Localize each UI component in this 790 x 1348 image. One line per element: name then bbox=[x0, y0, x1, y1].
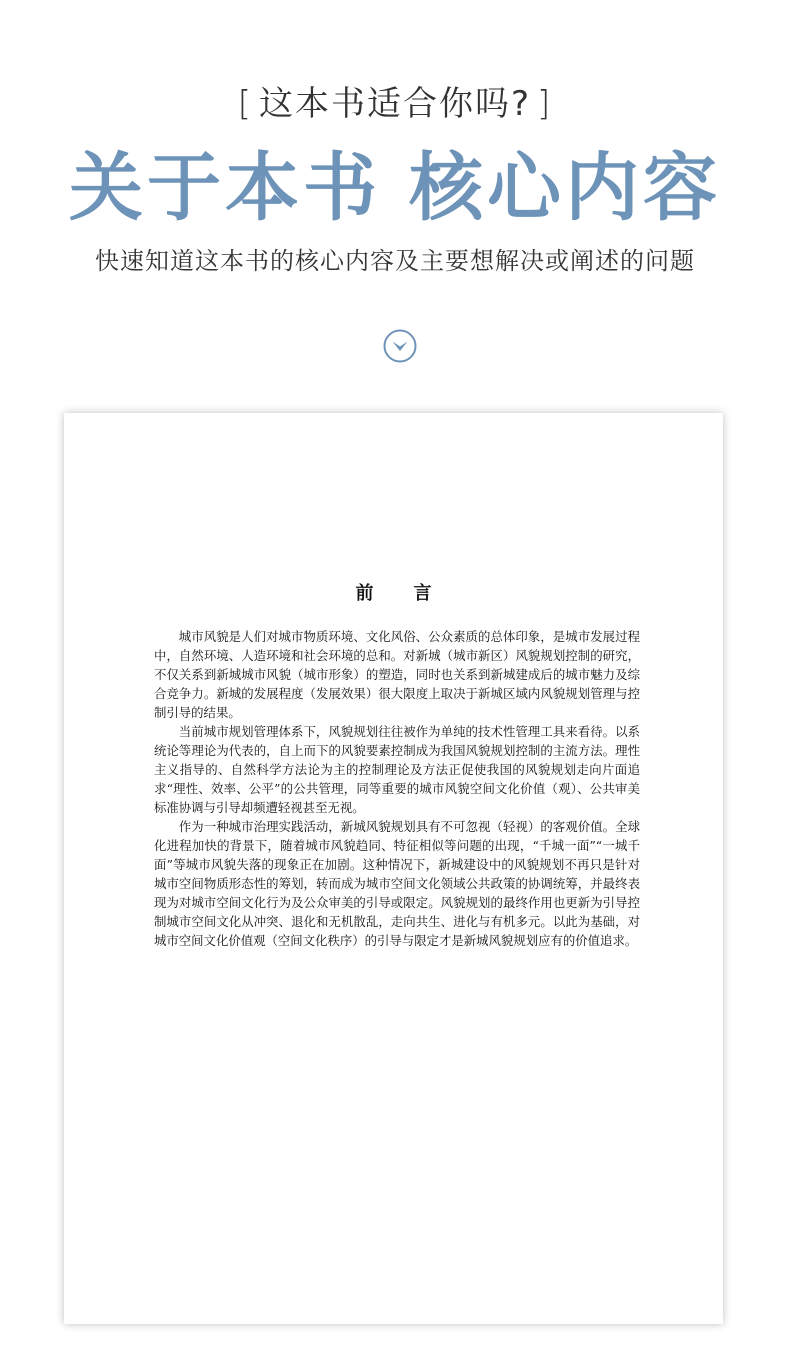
chevron-down-circle-icon[interactable] bbox=[383, 329, 417, 363]
paragraph: 城市风貌是人们对城市物质环境、文化风俗、公众素质的总体印象，是城市发展过程中，自然环境、人造环境和社会环境的总和。对新城（城市新区）风貌规划控制的研究，不仅关系到新城城市风貌（城市形象）的塑造，同时也关系到新城建成后的城市魅力及综合竞争力。新城的发展程度（发展效果）很大限度上取决于新城区域内风貌规划管理与控制引导的结果。 bbox=[154, 629, 640, 720]
question-text: 这本书适合你吗? bbox=[258, 84, 532, 124]
paragraph: 作为一种城市治理实践活动，新城风貌规划具有不可忽视（轻视）的客观价值。全球化进程加快的背景下，随着城市风貌趋同、特征相似等问题的出现，“千城一面”“一城千面”等城市风貌失落的现象正在加剧。这种情况下，新城建设中的风貌规划不再只是针对城市空间物质形态性的筹划，转而成为城市空间文化领域公共政策的协调统筹，并最终表现为对城市空间文化行为及公众审美的引导或限定。风貌规划的最终作用也更新为引导控制城市空间文化从冲突、退化和无机散乱，走向共生、进化与有机多元。以此为基础，对城市空间文化价值观（空间文化秩序）的引导与限定才是新城风貌规划应有的价值追求。 bbox=[154, 819, 640, 948]
headline-left: 关于本书 bbox=[69, 145, 381, 231]
promo-header bbox=[0, 0, 790, 400]
bracket-close: ] bbox=[537, 84, 553, 124]
subheading: 快速知道这本书的核心内容及主要想解决或阐述的问题 bbox=[95, 247, 695, 275]
headline bbox=[0, 140, 790, 236]
question-heading bbox=[0, 80, 790, 128]
bracket-open: [ bbox=[237, 84, 253, 124]
document-page bbox=[64, 413, 723, 1324]
preface-body bbox=[154, 627, 640, 950]
paragraph: 当前城市规划管理体系下，风貌规划往往被作为单纯的技术性管理工具来看待。以系统论等理论为代表的，自上而下的风貌要素控制成为我国风貌规划控制的主流方法。理性主义指导的、自然科学方法论为主的控制理论及方法正促使我国的风貌规划走向片面追求“理性、效率、公平”的公共管理，同等重要的城市风貌空间文化价值（观）、公共审美标准协调与引导却频遭轻视甚至无视。 bbox=[154, 724, 640, 815]
headline-right: 核心内容 bbox=[409, 145, 721, 231]
page-title: 前言 bbox=[355, 583, 472, 604]
